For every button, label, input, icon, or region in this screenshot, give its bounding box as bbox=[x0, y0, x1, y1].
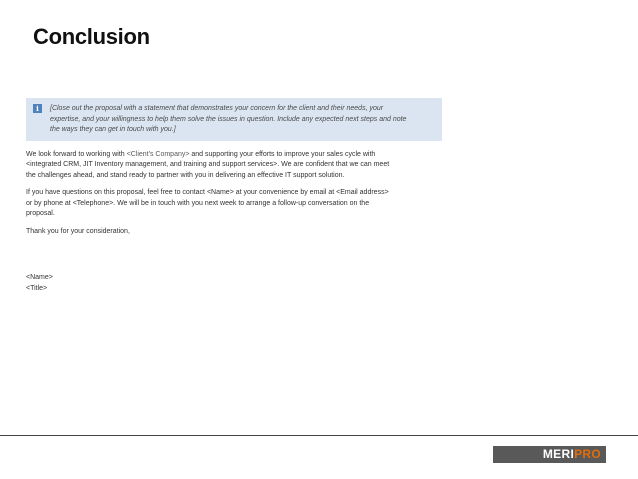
para1-line1-pre: We look forward to working with bbox=[26, 150, 127, 158]
para1-line1-post: and supporting your efforts to improve your sales cycle with bbox=[189, 150, 376, 158]
para1-line1 bbox=[26, 150, 442, 161]
para2-line3: proposal. bbox=[26, 210, 55, 217]
slide-title: Conclusion bbox=[33, 24, 150, 49]
para2-line2: or by phone at <Telephone>. We will be in touch with you next week to arrange a follow-up conversation on the bbox=[26, 199, 370, 207]
para1-line3: the challenges ahead, and stand ready to partner with you in delivering an effective IT support solution. bbox=[26, 171, 345, 179]
signature-name: <Name> bbox=[26, 274, 53, 281]
note-line-3: the ways they can get in touch with you.] bbox=[50, 126, 176, 133]
signature-title: <Title> bbox=[26, 284, 48, 292]
para1-line2: <integrated CRM, JIT Inventory management, and training and support services>. We are confident that we can meet bbox=[26, 161, 390, 168]
paragraph-thanks: Thank you for your consideration, bbox=[26, 227, 130, 235]
para2-line1: If you have questions on this proposal, feel free to contact <Name> at your convenience by email at <Email address> bbox=[26, 189, 389, 196]
document-image bbox=[26, 98, 442, 294]
note-line-2: expertise, and your willingness to help them solve the issues in question. Include any expected next steps and note bbox=[50, 115, 407, 123]
meripro-logo bbox=[493, 446, 606, 463]
paragraph-contact bbox=[26, 188, 442, 220]
info-icon: i bbox=[33, 104, 42, 113]
signature-block bbox=[26, 273, 442, 294]
note-line-1: [Close out the proposal with a statement that demonstrates your concern for the client and their needs, your bbox=[50, 105, 384, 112]
footer-divider bbox=[0, 435, 638, 436]
client-company-placeholder: <Client's Company> bbox=[126, 150, 190, 158]
instruction-note-box bbox=[26, 98, 442, 141]
logo-text-main: MERI bbox=[542, 447, 575, 461]
logo-text-accent: PRO bbox=[574, 447, 601, 461]
paragraph-intro bbox=[26, 150, 442, 182]
